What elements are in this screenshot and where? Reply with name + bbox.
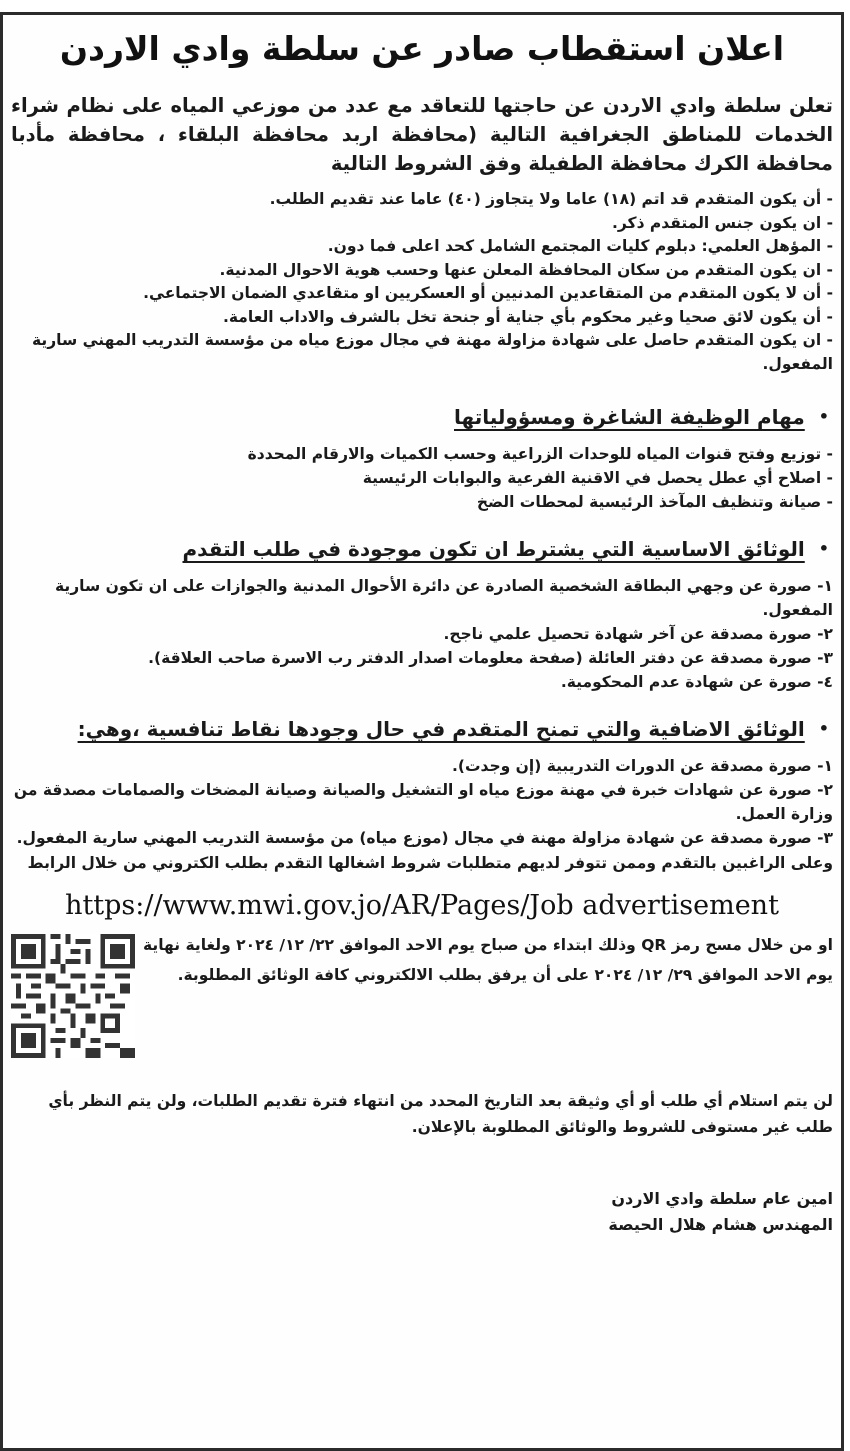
condition-item: - أن يكون المتقدم قد اتم (١٨) عاما ولا يتجاوز (٤٠) عاما عند تقديم الطلب. bbox=[269, 190, 833, 208]
conditions-list bbox=[11, 188, 833, 376]
document-item: ١- صورة عن وجهي البطاقة الشخصية الصادرة عن دائرة الأحوال المدنية والجوازات على ان تكون سارية المفعول. bbox=[55, 577, 833, 619]
signatory-name: المهندس هشام هلال الحيصة bbox=[608, 1215, 833, 1234]
duty-item: - توزيع وفتح قنوات المياه للوحدات الزراعية وحسب الكميات والارقام المحددة bbox=[247, 445, 833, 463]
advertisement-document bbox=[11, 15, 833, 1238]
document-item: ٢- صورة عن شهادات خبرة في مهنة موزع مياه او التشغيل والصيانة وصيانة المضخات والصمامات مصدقة من وزارة العمل. bbox=[13, 781, 833, 823]
section-heading-text: مهام الوظيفة الشاغرة ومسؤولياتها bbox=[454, 405, 805, 429]
document-item: ٣- صورة مصدقة عن شهادة مزاولة مهنة في مجال (موزع مياه) من مؤسسة التدريب المهني سارية المفعول. bbox=[16, 829, 833, 847]
signature-block bbox=[11, 1186, 833, 1238]
section-heading-text: الوثائق الاساسية التي يشترط ان تكون موجودة في طلب التقدم bbox=[182, 537, 805, 561]
duty-item: - صيانة وتنظيف المآخذ الرئيسية لمحطات الضخ bbox=[476, 493, 833, 511]
section-heading-text: الوثائق الاضافية والتي تمنح المتقدم في حال وجودها نقاط تنافسية ،وهي: bbox=[77, 717, 805, 741]
duty-item: - اصلاح أي عطل يحصل في الاقنية الفرعية والبوابات الرئيسية bbox=[362, 469, 833, 487]
basic-documents-list bbox=[11, 574, 833, 694]
condition-item: - المؤهل العلمي: دبلوم كليات المجتمع الشامل كحد اعلى فما دون. bbox=[327, 237, 833, 255]
page-title: اعلان استقطاب صادر عن سلطة وادي الاردن bbox=[59, 29, 785, 68]
section-heading-duties bbox=[11, 402, 833, 432]
document-item: ٣- صورة مصدقة عن دفتر العائلة (صفحة معلومات اصدار الدفتر رب الاسرة صاحب العلاقة). bbox=[148, 649, 833, 667]
deadline-notice: لن يتم استلام أي طلب أو أي وثيقة بعد التاريخ المحدد من انتهاء فترة تقديم الطلبات، ولن يتم النظر بأي طلب غير مستوفى للشروط والوثائق المطلوبة بالإعلان. bbox=[48, 1092, 833, 1136]
bullet-icon: • bbox=[818, 407, 829, 426]
section-heading-basic-documents bbox=[11, 534, 833, 564]
additional-documents-list bbox=[11, 754, 833, 850]
signatory-title: امين عام سلطة وادي الاردن bbox=[611, 1189, 833, 1208]
document-item: ٢- صورة مصدقة عن آخر شهادة تحصيل علمي ناجح. bbox=[443, 625, 833, 643]
duties-list bbox=[11, 442, 833, 514]
advertisement-frame bbox=[0, 12, 844, 1451]
condition-item: - ان يكون المتقدم من سكان المحافظة المعلن عنها وحسب هوية الاحوال المدنية. bbox=[219, 260, 833, 279]
condition-item: - ان يكون جنس المتقدم ذكر. bbox=[612, 213, 833, 232]
condition-item: - أن لا يكون المتقدم من المتقاعدين المدنيين أو العسكريين او متقاعدي الضمان الاجتماعي. bbox=[143, 284, 833, 302]
condition-item: - ان يكون المتقدم حاصل على شهادة مزاولة مهنة في مجال موزع مياه من مؤسسة التدريب المهني سارية المفعول. bbox=[32, 331, 833, 373]
qr-instructions: او من خلال مسح رمز QR وذلك ابتداء من صباح يوم الاحد الموافق ٢٢/ ١٢/ ٢٠٢٤ ولغاية نهاية يوم الاحد الموافق ٢٩/ ١٢/ ٢٠٢٤ على أن يرفق بطلب الالكتروني كافة الوثائق المطلوبة. bbox=[143, 936, 833, 984]
bullet-icon: • bbox=[818, 719, 829, 738]
apply-instructions: وعلى الراغبين بالتقدم وممن تتوفر لديهم متطلبات شروط اشغالها التقدم بطلب الكتروني من خلال الرابط bbox=[27, 854, 833, 872]
document-item: ١- صورة مصدقة عن الدورات التدريبية (إن وجدت). bbox=[451, 757, 833, 775]
qr-code-icon[interactable] bbox=[11, 934, 135, 1058]
condition-item: - أن يكون لائق صحيا وغير محكوم بأي جناية أو جنحة تخل بالشرف والاداب العامة. bbox=[222, 307, 833, 326]
qr-section bbox=[11, 930, 833, 1058]
bullet-icon: • bbox=[818, 539, 829, 558]
intro-paragraph: تعلن سلطة وادي الاردن عن حاجتها للتعاقد مع عدد من موزعي المياه على نظام شراء الخدمات للمناطق الجغرافية التالية (محافظة اربد محافظة البلقاء ، محافظة مأدبا محافظة الكرك محافظة الطفيلة وفق الشروط التالية bbox=[11, 94, 833, 175]
document-item: ٤- صورة عن شهادة عدم المحكومية. bbox=[560, 673, 833, 691]
application-link[interactable]: https://www.mwi.gov.jo/AR/Pages/Job advertisement bbox=[65, 890, 779, 921]
section-heading-additional-documents bbox=[11, 714, 833, 744]
